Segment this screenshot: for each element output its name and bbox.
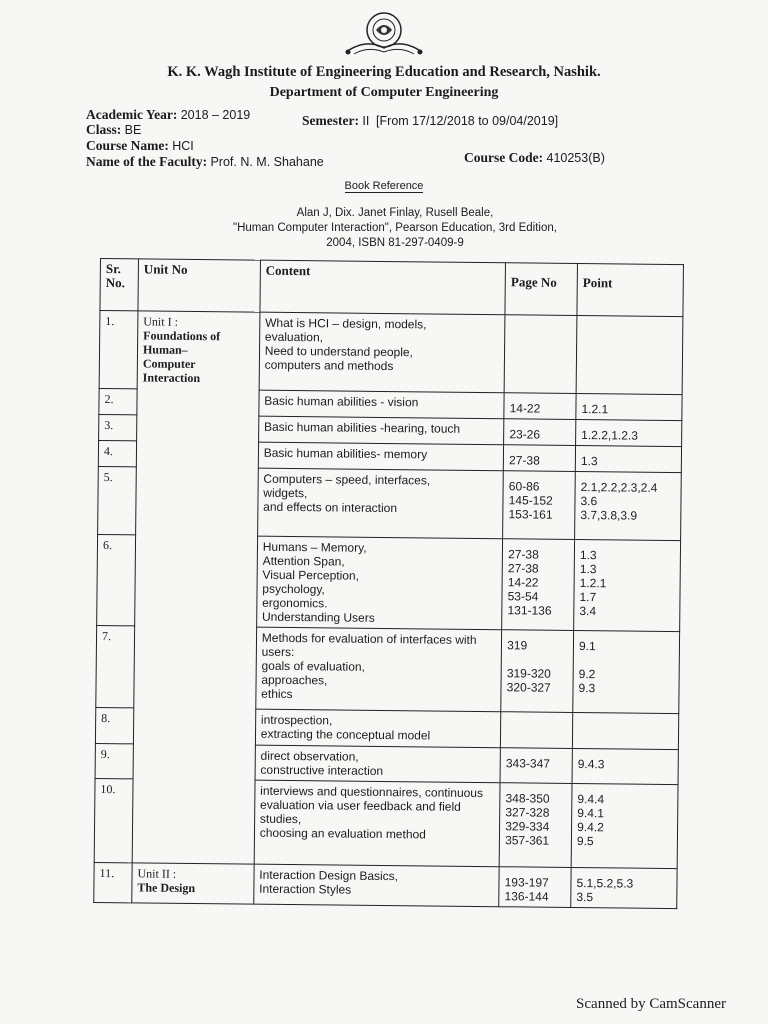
content-line: Basic human abilities - vision [264,393,419,410]
content-line: Attention Span, [262,553,345,569]
point-line: 2.1,2.2,2.3,2.4 [580,480,658,495]
institute-logo [336,10,432,60]
point-line: 5.1,5.2,5.3 [576,876,634,891]
page-no-cell [504,419,576,446]
point-line: 9.2 [578,667,596,682]
page-no-line: 136-144 [504,889,549,904]
content-cell [254,780,500,867]
page-no-cell [504,315,577,394]
page-no-line [506,720,567,735]
page-no-cell [503,445,575,472]
syllabus-table [93,258,684,909]
page-no-line: 329-334 [505,819,550,834]
point-line: 1.2.1 [579,576,607,591]
content-line: widgets, [263,485,308,501]
point-line: 1.2.2,1.2.3 [581,428,639,443]
course-name: Course Name: HCI [86,138,194,153]
point-line: 1.3 [580,454,598,469]
header-unit-no: Unit No [138,259,260,312]
point-cell [573,630,680,713]
point-cell [572,712,678,749]
point-cell [576,393,682,420]
page-no-cell [501,630,574,713]
table-row [94,862,677,908]
page-no-cell [503,471,576,540]
content-line: Need to understand people, [264,343,414,360]
page-no-line: 53-54 [507,589,539,604]
point-line: 9.5 [576,834,594,849]
point-line: 1.2.1 [581,402,609,417]
content-line: Basic human abilities -hearing, touch [263,419,461,436]
sr-no-cell: 8. [95,707,133,743]
point-line: 3.5 [576,890,594,905]
page-no-line: 14-22 [509,401,541,416]
unit-label: Unit I : [143,314,179,329]
book-reference-title: Book Reference [344,180,424,192]
page-no-line: 60-86 [508,479,540,494]
point-line: 3.4 [579,604,597,619]
content-line: goals of evaluation, [261,658,365,674]
point-line: 3.6 [580,494,598,509]
header-point: Point [577,264,683,317]
page-no-cell [502,539,575,631]
content-line: introspection, [260,712,333,728]
content-cell [254,864,500,907]
content-line: Visual Perception, [262,567,360,583]
page-no-line: 153-161 [508,507,553,522]
point-cell [576,315,683,394]
table-row [99,311,683,395]
page-no-line: 327-328 [505,805,550,820]
sr-no-cell: 11. [94,862,132,902]
content-line: direct observation, [260,748,359,764]
point-cell [575,471,682,540]
sr-no-cell: 5. [98,466,137,534]
sr-no-cell: 9. [95,743,133,778]
course-code: Course Code: 410253(B) [464,150,605,165]
page-no-line: 343-347 [505,756,551,771]
content-line: evaluation, [264,329,324,345]
content-line: choosing an evaluation method [259,825,426,842]
content-cell [259,312,505,393]
scanner-footer: Scanned by CamScanner [576,996,726,1012]
point-line [579,653,674,668]
content-line: Basic human abilities- memory [263,445,428,462]
content-line: computers and methods [264,357,394,374]
point-line: 9.4.3 [577,757,605,772]
content-line: Understanding Users [261,609,375,625]
unit-name: Foundations of [143,328,221,344]
point-line: 1.7 [579,590,597,605]
content-cell [255,709,501,748]
content-line: ergonomics. [262,595,328,611]
content-line: and effects on interaction [263,499,398,516]
point-line: 9.4.1 [577,806,605,821]
point-line: 9.4.4 [577,792,605,807]
point-line: 9.4.2 [577,820,604,835]
sr-no-cell: 6. [97,534,136,625]
content-cell [256,536,502,630]
point-line: 3.7,3.8,3.9 [580,508,638,523]
page-no-cell [504,393,576,420]
point-cell [572,748,678,784]
department-name: Department of Computer Engineering [269,85,499,100]
content-line: Humans – Memory, [262,539,367,555]
point-cell [575,445,681,472]
page-no-cell [501,712,573,749]
semester: Semester: II [From 17/12/2018 to 09/04/2019] [302,113,559,128]
point-cell [571,867,677,908]
content-line: constructive interaction [260,762,384,778]
point-cell [574,539,681,631]
sr-no-cell: 1. [99,311,138,389]
page-no-line: 27-38 [508,547,539,562]
point-cell [571,783,678,868]
page-no-line: 14-22 [507,575,539,590]
page-no-line: 23-26 [509,427,541,442]
sr-no-cell: 10. [94,778,133,862]
unit-name: Computer [142,356,196,372]
faculty-name: Name of the Faculty: Prof. N. M. Shahane [86,154,324,169]
sr-no-cell: 4. [98,440,136,466]
content-line: psychology, [262,581,325,597]
page-no-cell [499,867,571,908]
content-line: approaches, [261,672,328,688]
content-line: interviews and questionnaires, continuous [260,783,484,801]
content-line: Interaction Design Basics, [259,867,399,884]
point-line: 1.3 [579,562,597,577]
book-reference-text: Alan J, Dix. Janet Finlay, Rusell Beale, "Human Computer Interaction", Pearson Education, 3rd Edition, 2004, ISBN 81-297-0409-9 [233,207,557,249]
page-no-line: 320-327 [506,680,551,695]
content-cell [258,416,504,445]
content-line: extracting the conceptual model [260,726,431,743]
content-cell [257,468,503,539]
content-line: Computers – speed, interfaces, [263,471,431,488]
header-page-no: Page No [505,263,577,316]
point-line: 9.1 [578,639,596,654]
sr-no-cell: 3. [99,414,137,440]
content-line: Interaction Styles [259,881,352,897]
content-cell [256,627,502,712]
point-line: 1.3 [579,548,597,563]
page-no-line: 357-361 [505,833,550,848]
page-no-line: 319-320 [506,666,551,681]
content-line: What is HCI – design, models, [265,315,427,332]
page-no-cell [499,783,572,868]
class: Class: BE [86,122,142,137]
sr-no-cell: 2. [99,388,137,414]
header-sr-no: Sr. No. [100,259,139,311]
unit-name: Human– [142,342,188,357]
page-no-line: 348-350 [505,791,550,806]
institute-name: K. K. Wagh Institute of Engineering Education and Research, Nashik. [167,64,601,80]
content-line: users: [261,644,295,660]
unit-name: The Design [137,880,196,896]
unit-name: Interaction [142,370,201,386]
page-no-cell [500,748,572,784]
unit-cell [132,863,254,904]
page-no-line [507,652,568,667]
point-line: 9.3 [578,681,596,696]
unit-cell [132,311,260,864]
page-no-line: 145-152 [508,493,553,508]
sr-no-cell: 7. [96,625,135,707]
content-cell [259,390,505,419]
page-no-line: 319 [507,638,528,653]
table-header-row [100,259,684,317]
page-no-line [510,323,571,338]
content-line: studies, [259,811,302,827]
page-no-line: 27-38 [509,453,540,468]
academic-year: Academic Year: 2018 – 2019 [86,107,251,122]
content-line: ethics [261,686,293,702]
point-line [582,324,677,339]
content-cell [258,442,504,471]
content-line: evaluation via user feedback and field [259,797,461,814]
content-cell [255,745,501,783]
page-no-line: 193-197 [504,875,549,890]
content-line: Methods for evaluation of interfaces with [261,630,477,647]
header-content: Content [260,260,506,315]
unit-label: Unit II : [137,866,177,881]
page-no-line: 27-38 [507,561,539,576]
point-cell [576,419,682,446]
page-no-line: 131-136 [507,603,552,618]
point-line [578,721,673,736]
